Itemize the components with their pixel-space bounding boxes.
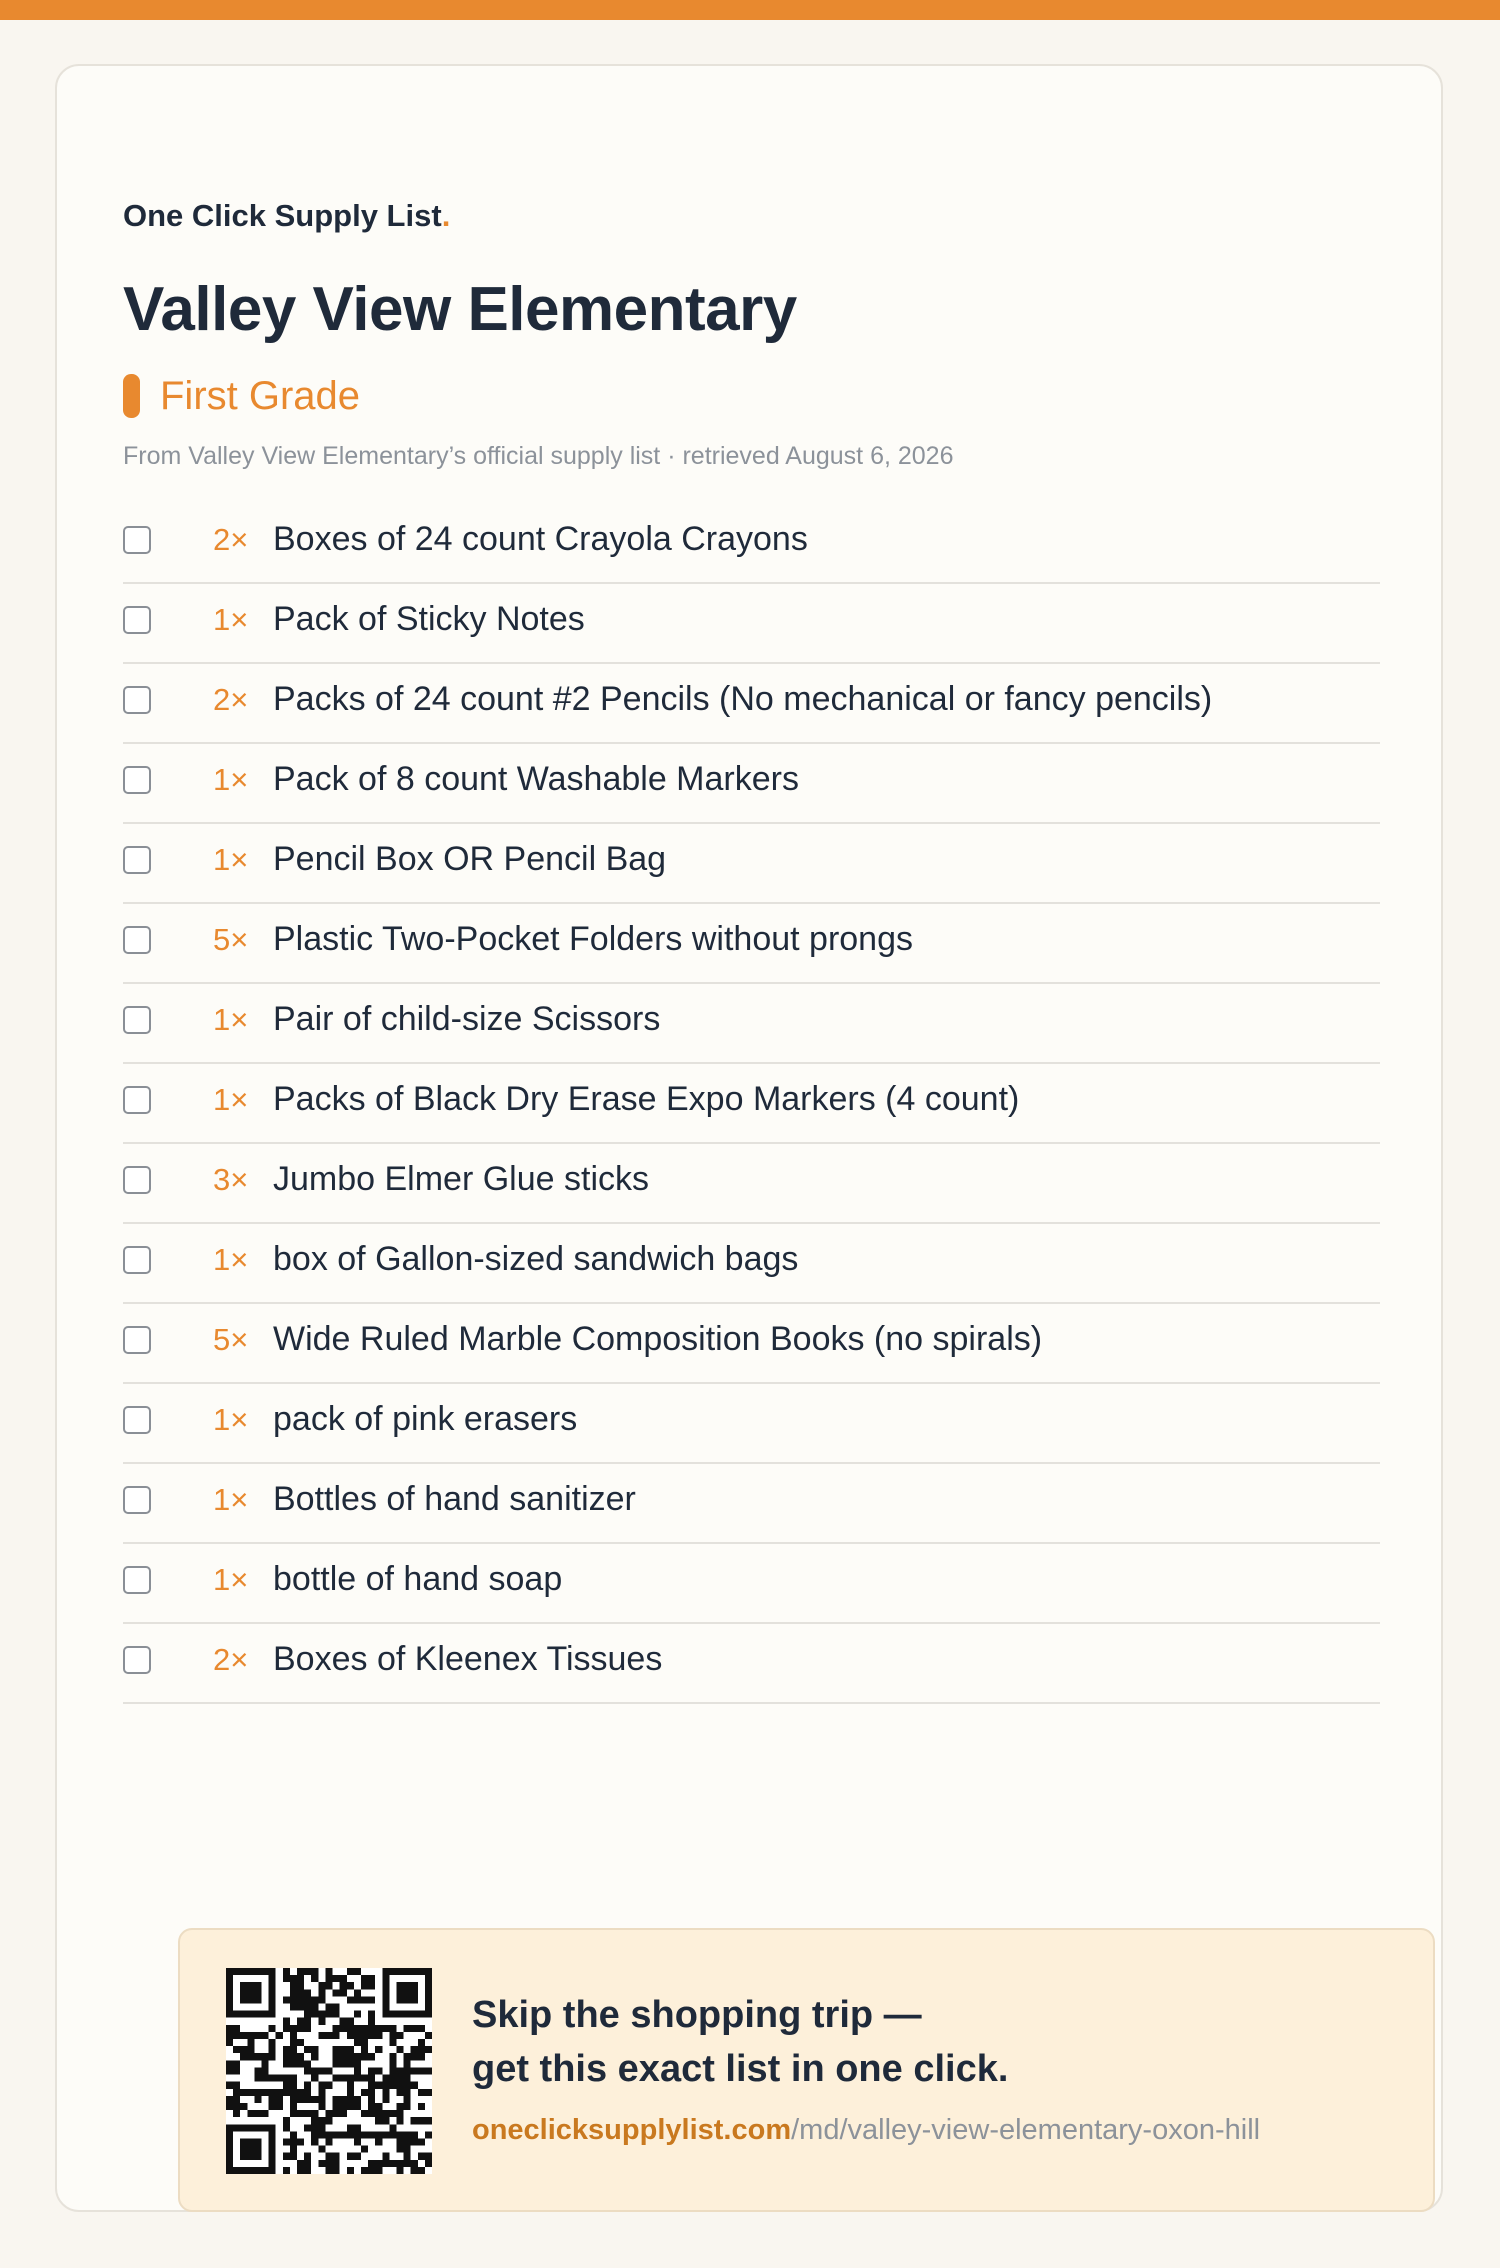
item-quantity: 5× [213, 922, 249, 957]
item-quantity: 1× [213, 1482, 249, 1517]
brand-name: One Click Supply List [123, 198, 442, 233]
list-item [123, 664, 1380, 744]
item-name: Jumbo Elmer Glue sticks [273, 1160, 649, 1198]
list-item [123, 984, 1380, 1064]
item-name: Wide Ruled Marble Composition Books (no spirals) [273, 1320, 1043, 1358]
checkbox-icon[interactable] [123, 606, 151, 634]
item-name: bottle of hand soap [273, 1560, 563, 1598]
checkbox-icon[interactable] [123, 526, 151, 554]
list-item [123, 1304, 1380, 1384]
item-name: Pack of 8 count Washable Markers [273, 760, 799, 798]
grade-heading [123, 372, 360, 420]
item-name: Pair of child-size Scissors [273, 1000, 661, 1038]
supply-list-card [55, 64, 1443, 2212]
item-quantity: 5× [213, 1322, 249, 1357]
list-item [123, 1624, 1380, 1704]
list-item [123, 1224, 1380, 1304]
checkbox-icon[interactable] [123, 1406, 151, 1434]
checkbox-icon[interactable] [123, 1086, 151, 1114]
item-quantity: 1× [213, 762, 249, 797]
list-item [123, 824, 1380, 904]
grade-label: First Grade [160, 373, 361, 418]
list-item [123, 1144, 1380, 1224]
item-quantity: 3× [213, 1162, 249, 1197]
item-name: Pencil Box OR Pencil Bag [273, 840, 667, 878]
item-name: Packs of 24 count #2 Pencils (No mechanical or fancy pencils) [273, 680, 1213, 718]
item-name: pack of pink erasers [273, 1400, 578, 1438]
promo-link[interactable] [472, 2114, 1260, 2147]
list-item [123, 744, 1380, 824]
item-name: Packs of Black Dry Erase Expo Markers (4 count) [273, 1080, 1020, 1118]
list-item [123, 584, 1380, 664]
item-quantity: 1× [213, 602, 249, 637]
promo-url-domain: oneclicksupplylist.com [472, 2114, 792, 2146]
checkbox-icon[interactable] [123, 766, 151, 794]
supply-list [123, 504, 1380, 1704]
list-item [123, 904, 1380, 984]
checkbox-icon[interactable] [123, 1326, 151, 1354]
item-quantity: 2× [213, 522, 249, 557]
item-quantity: 1× [213, 1002, 249, 1037]
promo-box [178, 1928, 1435, 2212]
source-note: From Valley View Elementary’s official supply list · retrieved August 6, 2026 [123, 442, 954, 470]
checkbox-icon[interactable] [123, 686, 151, 714]
item-quantity: 1× [213, 1082, 249, 1117]
qr-modules [226, 1968, 432, 2174]
item-quantity: 2× [213, 682, 249, 717]
checkbox-icon[interactable] [123, 1246, 151, 1274]
promo-headline-2: get this exact list in one click. [472, 2048, 1009, 2090]
list-item [123, 1384, 1380, 1464]
qr-code-icon[interactable] [226, 1968, 432, 2174]
item-quantity: 1× [213, 1402, 249, 1437]
item-name: Plastic Two-Pocket Folders without prongs [273, 920, 913, 958]
checkbox-icon[interactable] [123, 1166, 151, 1194]
item-quantity: 1× [213, 842, 249, 877]
checkbox-icon[interactable] [123, 926, 151, 954]
item-quantity: 2× [213, 1642, 249, 1677]
checkbox-icon[interactable] [123, 1006, 151, 1034]
brand-dot: . [441, 198, 451, 233]
top-accent-bar [0, 0, 1500, 20]
checkbox-icon[interactable] [123, 1646, 151, 1674]
list-item [123, 1464, 1380, 1544]
item-name: Boxes of Kleenex Tissues [273, 1640, 663, 1678]
grade-marker-icon [123, 374, 140, 418]
item-name: Bottles of hand sanitizer [273, 1480, 636, 1518]
item-name: box of Gallon-sized sandwich bags [273, 1240, 799, 1278]
checkbox-icon[interactable] [123, 846, 151, 874]
promo-url-path: /md/valley-view-elementary-oxon-hill [791, 2114, 1261, 2146]
brand-logo[interactable] [123, 198, 450, 234]
item-name: Boxes of 24 count Crayola Crayons [273, 520, 808, 558]
list-item [123, 1544, 1380, 1624]
promo-headline-1: Skip the shopping trip — [472, 1994, 922, 2036]
item-name: Pack of Sticky Notes [273, 600, 585, 638]
item-quantity: 1× [213, 1562, 249, 1597]
page-title: Valley View Elementary [123, 275, 797, 344]
list-item [123, 1064, 1380, 1144]
list-item [123, 504, 1380, 584]
checkbox-icon[interactable] [123, 1486, 151, 1514]
item-quantity: 1× [213, 1242, 249, 1277]
checkbox-icon[interactable] [123, 1566, 151, 1594]
